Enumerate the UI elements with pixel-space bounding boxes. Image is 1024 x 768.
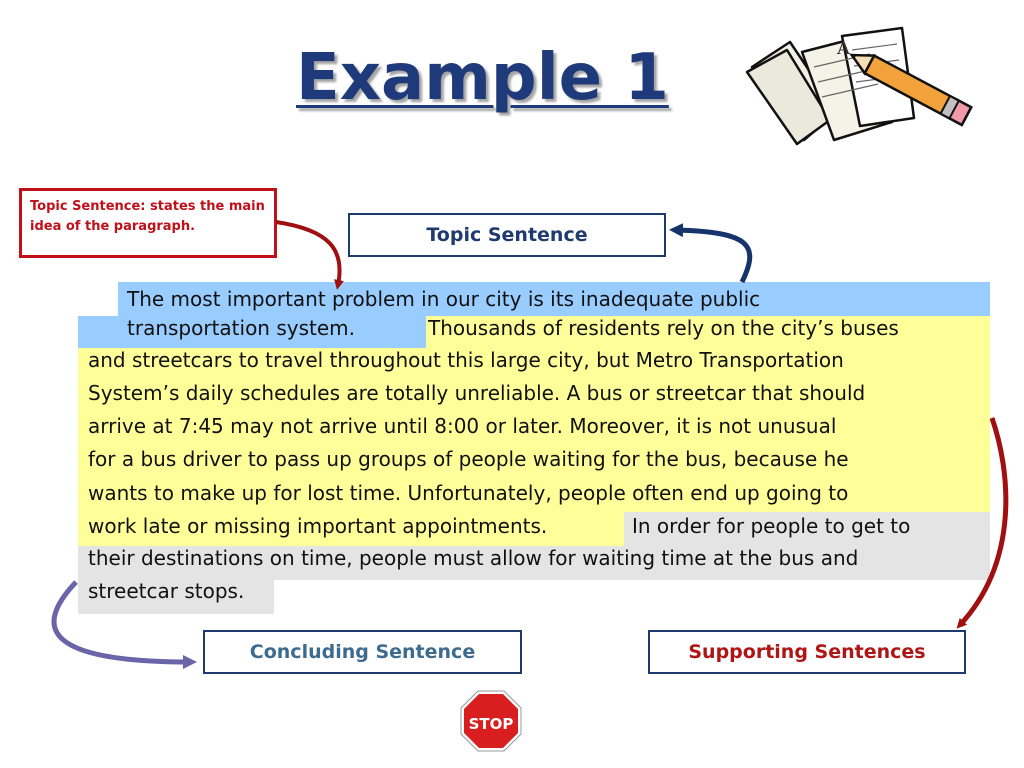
paragraph-line: and streetcars to travel throughout this large city, but Metro Transportation	[88, 348, 844, 372]
topic-sentence-label: Topic Sentence	[348, 213, 666, 257]
topic-arrow	[676, 230, 750, 282]
paragraph-line: transportation system.	[127, 316, 355, 340]
paragraph-line: their destinations on time, people must allow for waiting time at the bus and	[88, 546, 859, 570]
paragraph-line: Thousands of residents rely on the city’s buses	[428, 316, 899, 340]
paragraph-line: The most important problem in our city is its inadequate public	[127, 287, 761, 311]
paragraph-line: for a bus driver to pass up groups of people waiting for the bus, because he	[88, 447, 849, 471]
stop-sign-text: STOP	[468, 715, 514, 733]
concluding-sentence-label: Concluding Sentence	[203, 630, 522, 674]
paragraph-line: streetcar stops.	[88, 579, 245, 603]
callout-arrow	[276, 222, 340, 285]
supporting-sentences-label: Supporting Sentences	[648, 630, 966, 674]
svg-text:A: A	[837, 38, 850, 59]
slide-title: Example 1	[296, 41, 669, 115]
stop-sign-icon	[460, 690, 522, 752]
paragraph-line: System’s daily schedules are totally unreliable. A bus or streetcar that should	[88, 381, 866, 405]
paragraph-line: arrive at 7:45 may not arrive until 8:00 or later. Moreover, it is not unusual	[88, 414, 837, 438]
paragraph-line: In order for people to get to	[632, 514, 911, 538]
paragraph-line: wants to make up for lost time. Unfortunately, people often end up going to	[88, 481, 849, 505]
papers-and-pencil-icon	[742, 22, 992, 152]
topic-sentence-callout: Topic Sentence: states the main idea of the paragraph.	[19, 188, 277, 258]
paragraph-line: work late or missing important appointments.	[88, 514, 548, 538]
